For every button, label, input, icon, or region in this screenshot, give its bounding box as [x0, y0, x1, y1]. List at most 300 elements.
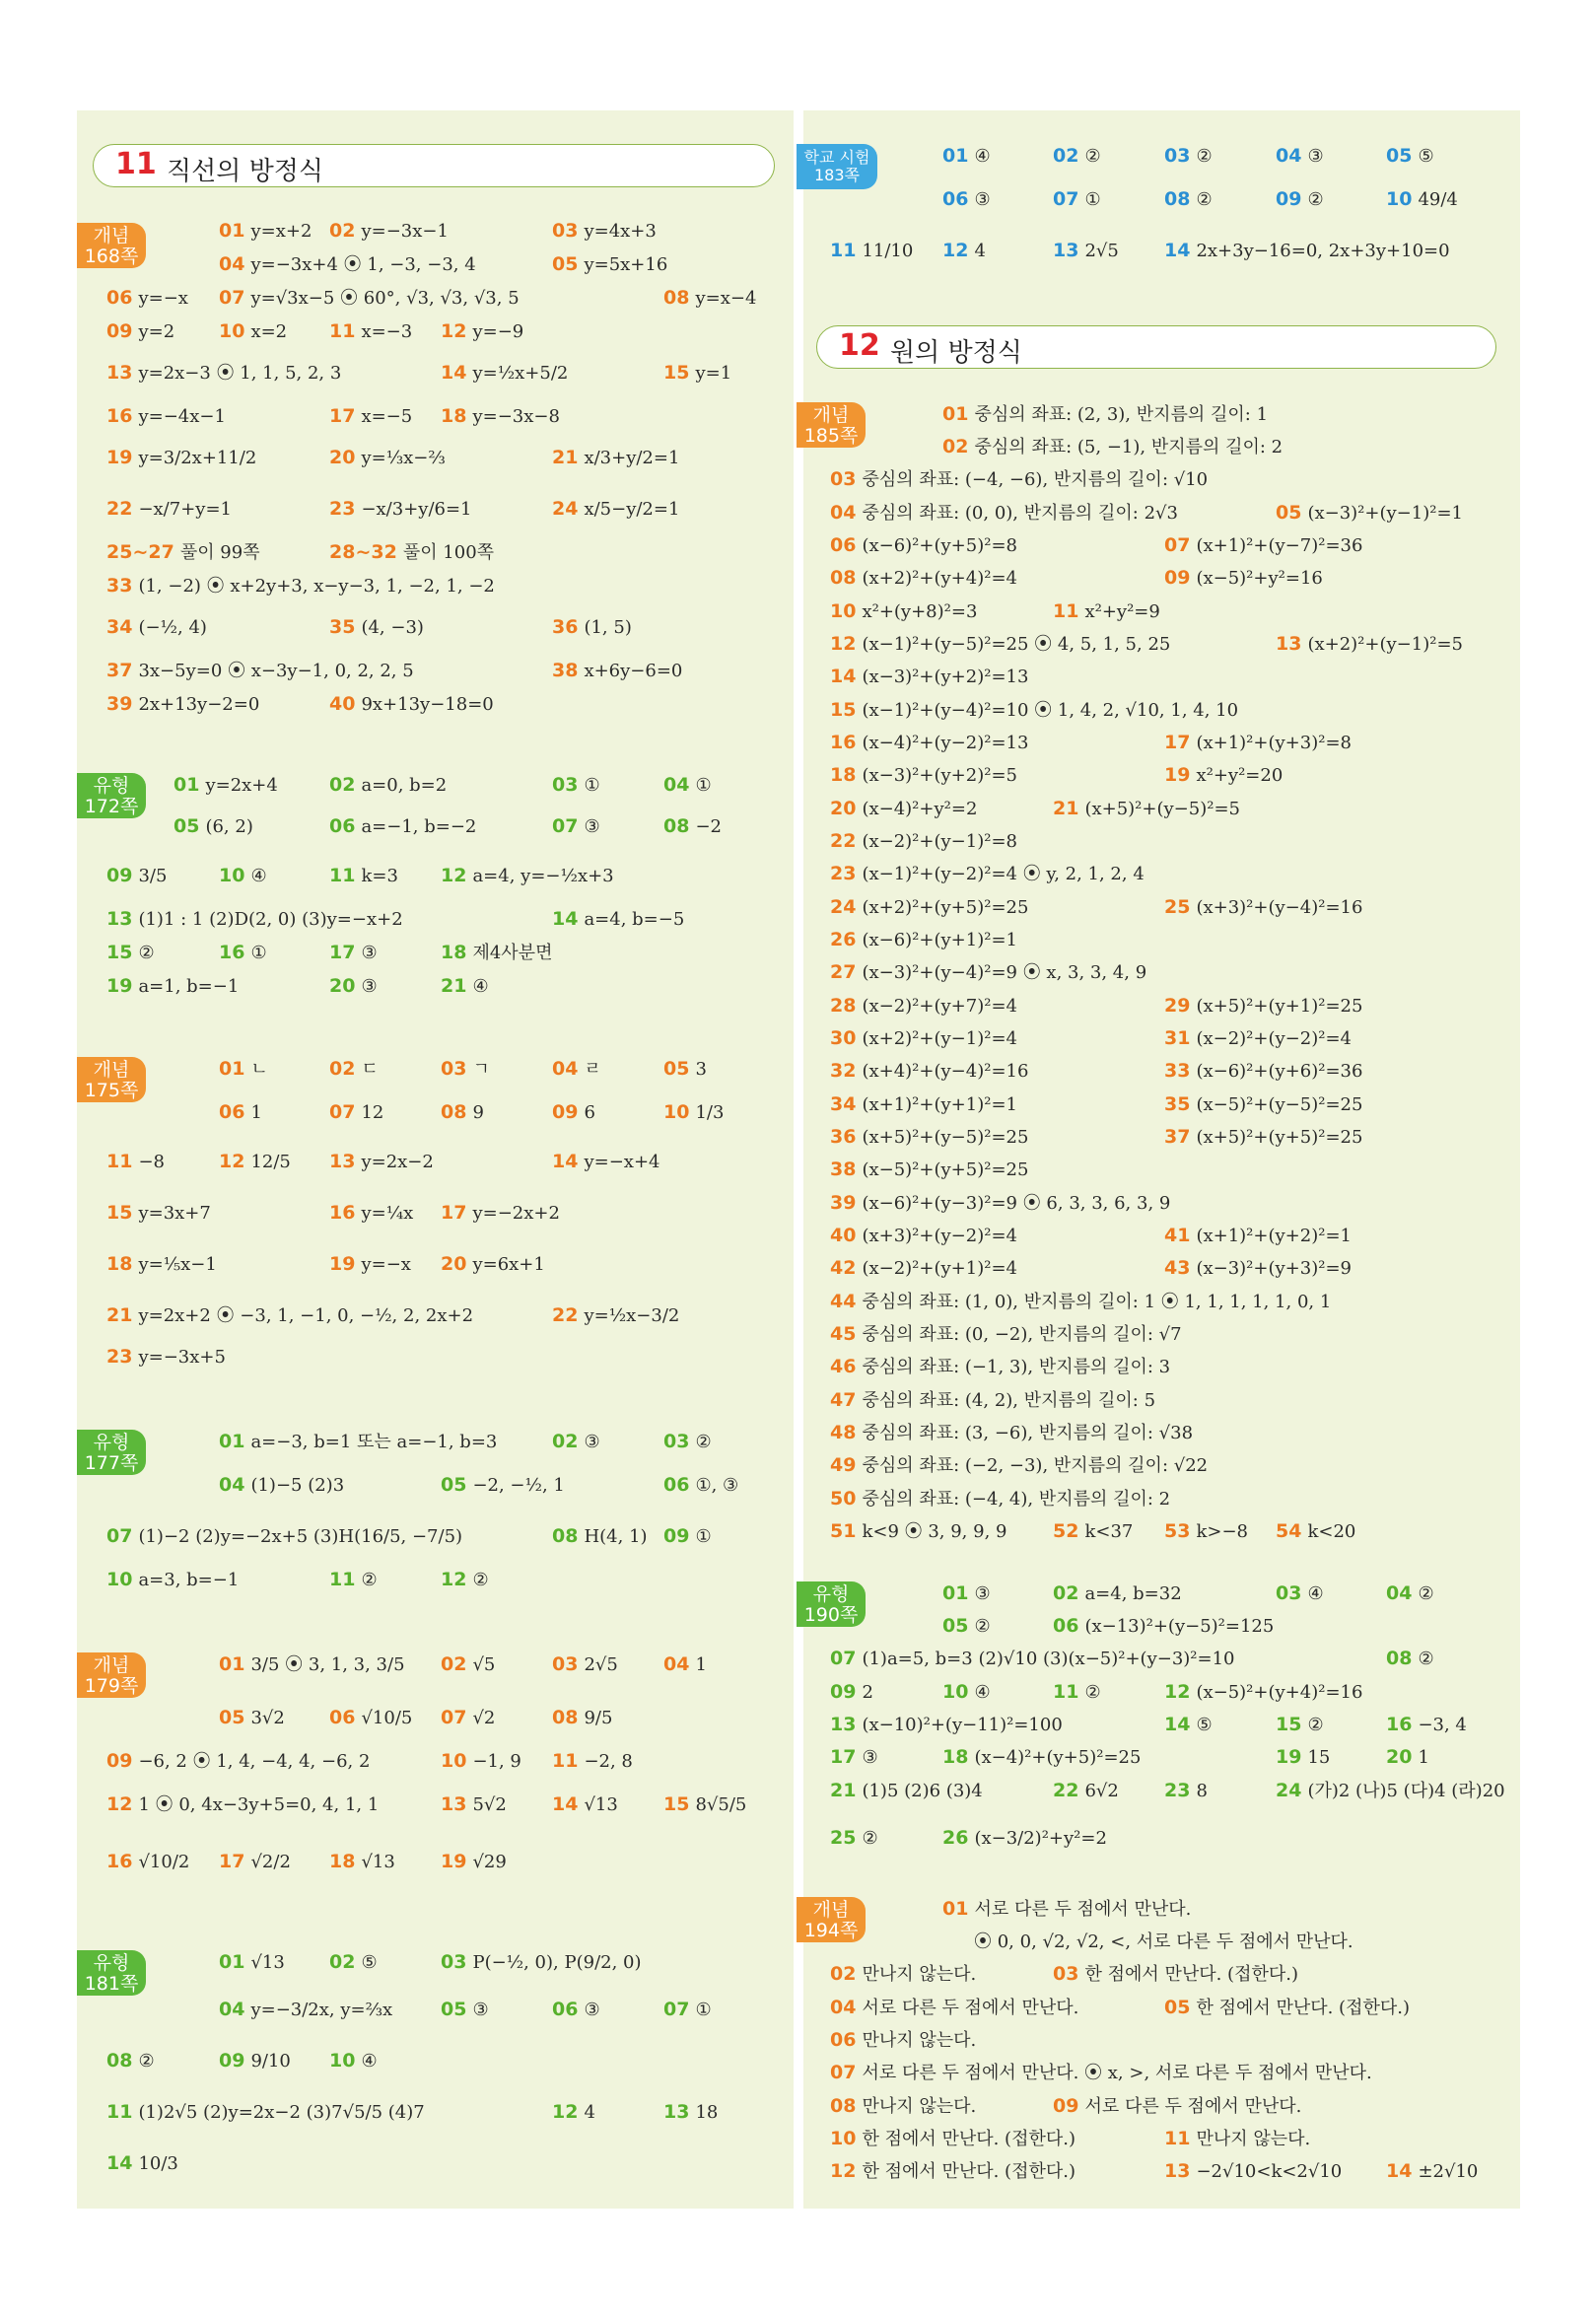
answer-text: 1	[250, 1102, 262, 1123]
answer-text: x/5−y/2=1	[584, 499, 680, 520]
answer-item	[329, 404, 412, 429]
answer-number: 19	[106, 447, 133, 468]
answer-item	[329, 1100, 383, 1125]
answer-number: 10	[1386, 188, 1413, 210]
answer-item	[1276, 187, 1324, 212]
answer-number: 10	[329, 2050, 356, 2072]
answer-text: 중심의 좌표: (5, −1), 반지름의 길이: 2	[974, 437, 1284, 457]
answer-number: 21	[441, 975, 467, 997]
answer-number: 11	[830, 240, 857, 261]
answer-text: y=2	[138, 321, 175, 342]
answer-text: ①	[695, 2000, 712, 2020]
answer-number: 11	[1053, 600, 1079, 622]
answer-text: ㄴ	[250, 1059, 268, 1080]
answer-number: 04	[830, 502, 857, 524]
answer-text: 풀이 99쪽	[179, 542, 260, 563]
answer-item	[942, 402, 1268, 427]
answer-number: 07	[830, 2062, 857, 2083]
answer-text: √13	[584, 1794, 618, 1815]
answer-number: 32	[830, 1060, 857, 1082]
answer-text: −x/3+y/6=1	[361, 499, 472, 520]
answer-item	[219, 1950, 285, 1975]
answer-number: 13	[1276, 633, 1302, 655]
answer-text: ③	[472, 2000, 489, 2020]
answer-number: 20	[830, 798, 857, 819]
chapter-12-header	[816, 325, 1496, 369]
answer-item	[1164, 187, 1213, 212]
answer-item	[441, 1473, 565, 1498]
answer-item	[1386, 187, 1458, 212]
answer-item	[830, 2127, 1076, 2151]
answer-item	[329, 446, 446, 470]
answer-item	[1053, 1680, 1101, 1705]
answer-text: (x−5)²+y²=16	[1196, 568, 1323, 589]
answer-number: 11	[329, 320, 356, 342]
answer-number: 46	[830, 1356, 857, 1377]
answer-number: 12	[552, 2101, 579, 2123]
answer-number: 24	[552, 498, 579, 520]
answer-number: 08	[552, 1707, 579, 1728]
answer-item	[106, 574, 495, 598]
answer-text: 만나지 않는다.	[1196, 2129, 1311, 2149]
answer-text: y=−3x+4 ⦿ 1, −3, −3, 4	[250, 254, 476, 275]
answer-item	[329, 2049, 378, 2073]
answer-text: 4	[584, 2102, 595, 2123]
answer-text: y=⅓x−⅔	[361, 448, 446, 468]
answer-item	[1164, 1125, 1362, 1150]
answer-number: 07	[106, 1525, 133, 1547]
answer-text: ③	[361, 943, 378, 963]
section-tag-concept-179: 개념 179쪽	[77, 1652, 146, 1698]
answer-number: 22	[552, 1304, 579, 1326]
answer-item	[1164, 566, 1323, 591]
answer-item	[441, 1998, 489, 2022]
answer-number: 19	[1164, 764, 1191, 786]
answer-number: 02	[552, 1431, 579, 1452]
answer-item	[830, 698, 1238, 723]
answer-text: √2	[472, 1708, 496, 1728]
answer-text: 한 점에서 만난다. (접한다.)	[1196, 1998, 1410, 2018]
answer-item	[329, 1850, 395, 1874]
section-tag-concept-168: 개념 168쪽	[77, 223, 146, 268]
answer-text: y=2x+4	[205, 775, 278, 796]
answer-text: y=3x+7	[138, 1203, 211, 1224]
answer-item	[329, 615, 424, 640]
answer-item	[830, 797, 977, 821]
answer-text: y=½x+5/2	[472, 363, 569, 384]
answer-item	[830, 1519, 1006, 1544]
answer-item	[106, 286, 188, 311]
answer-text: 3/5	[138, 866, 168, 886]
answer-number: 28~32	[329, 541, 397, 563]
answer-item	[1276, 144, 1324, 169]
answer-number: 41	[1164, 1225, 1191, 1246]
answer-text: x+6y−6=0	[584, 661, 683, 681]
answer-item	[219, 1706, 285, 1730]
answer-number: 24	[830, 896, 857, 918]
answer-item	[552, 219, 657, 244]
answer-item	[1164, 533, 1362, 558]
answer-number: 04	[663, 774, 690, 796]
answer-text: k<37	[1084, 1521, 1134, 1542]
answer-text: y=¼x	[361, 1203, 414, 1224]
answer-number: 51	[830, 1520, 857, 1542]
answer-item	[441, 319, 523, 344]
answer-number: 13	[830, 1714, 857, 1735]
answer-number: 14	[1164, 1714, 1191, 1735]
answer-text: 중심의 좌표: (1, 0), 반지름의 길이: 1 ⦿ 1, 1, 1, 1, 1, 0, 1	[862, 1292, 1332, 1312]
answer-item	[942, 1581, 991, 1606]
answer-item	[830, 533, 1017, 558]
answer-number: 12	[441, 320, 467, 342]
answer-number: 39	[830, 1192, 857, 1214]
answer-item	[942, 187, 991, 212]
answer-text: ①	[695, 775, 712, 796]
answer-text: ㄹ	[584, 1059, 601, 1080]
answer-text: 9x+13y−18=0	[361, 694, 494, 715]
answer-number: 04	[830, 1997, 857, 2018]
answer-number: 14	[441, 362, 467, 384]
answer-number: 48	[830, 1422, 857, 1443]
answer-number: 07	[441, 1707, 467, 1728]
answer-item	[830, 1322, 1182, 1347]
answer-text: (x−13)²+(y−5)²=125	[1084, 1616, 1275, 1637]
answer-number: 25~27	[106, 541, 174, 563]
answer-text: (x+5)²+(y+1)²=25	[1196, 996, 1363, 1017]
answer-item	[552, 1792, 618, 1817]
answer-text: √13	[250, 1952, 285, 1973]
answer-number: 08	[1164, 188, 1191, 210]
answer-number: 04	[219, 253, 245, 275]
answer-item	[830, 829, 1017, 854]
answer-item	[441, 941, 552, 965]
answer-text: (x+5)²+(y−5)²=5	[1084, 799, 1240, 819]
answer-text: (x+2)²+(y−1)²=5	[1307, 634, 1463, 655]
answer-number: 04	[552, 1058, 579, 1080]
answer-number: 23	[329, 498, 356, 520]
answer-text: (1)−5 (2)3	[250, 1475, 345, 1496]
answer-item	[441, 1749, 521, 1774]
answer-number: 02	[329, 1058, 356, 1080]
answer-item	[1276, 1713, 1324, 1737]
answer-item	[329, 941, 378, 965]
answer-text: √5	[472, 1654, 496, 1675]
answer-number: 01	[942, 1898, 969, 1920]
answer-item	[219, 1150, 291, 1174]
answer-number: 35	[329, 616, 356, 638]
answer-text: a=−3, b=1 또는 a=−1, b=3	[250, 1432, 498, 1452]
answer-item	[1164, 1256, 1352, 1281]
answer-number: 02	[1053, 1582, 1079, 1604]
answer-number: 04	[1276, 145, 1302, 167]
answer-text: 중심의 좌표: (0, 0), 반지름의 길이: 2√3	[862, 503, 1178, 524]
answer-number: 03	[830, 468, 857, 490]
answer-text: y=−9	[472, 321, 524, 342]
answer-number: 01	[219, 1951, 245, 1973]
answer-text: ④	[361, 2051, 378, 2072]
answer-item	[942, 1745, 1141, 1770]
answer-item	[830, 1421, 1193, 1445]
answer-item	[106, 1345, 226, 1370]
answer-number: 06	[942, 188, 969, 210]
answer-text: 49/4	[1418, 189, 1458, 210]
answer-number: 24	[1276, 1780, 1302, 1801]
answer-text: √2/2	[250, 1852, 291, 1872]
answer-text: (x+2)²+(y+4)²=4	[862, 568, 1017, 589]
answer-number: 05	[219, 1707, 245, 1728]
answer-item	[329, 1950, 378, 1975]
answer-item	[329, 319, 412, 344]
chapter-11-header	[93, 144, 775, 187]
answer-text: ㄱ	[472, 1059, 490, 1080]
answer-text: (1, −2) ⦿ x+2y+3, x−y−3, 1, −2, 1, −2	[138, 576, 495, 597]
answer-text: 만나지 않는다.	[862, 1964, 977, 1985]
answer-text: ③	[974, 1583, 991, 1604]
answer-item	[552, 814, 600, 839]
answer-text: −2	[695, 816, 722, 837]
answer-number: 05	[663, 1058, 690, 1080]
answer-number: 16	[1386, 1714, 1413, 1735]
section-tag-type-177: 유형 177쪽	[77, 1430, 146, 1475]
answer-item	[663, 1057, 707, 1082]
answer-text: x=−5	[361, 406, 413, 427]
answer-number: 06	[329, 815, 356, 837]
answer-text: (x+4)²+(y−4)²=16	[862, 1061, 1029, 1082]
answer-number: 15	[663, 362, 690, 384]
answer-item	[830, 1158, 1028, 1182]
answer-item	[1164, 239, 1450, 263]
answer-text: −2, −½, 1	[472, 1475, 565, 1496]
answer-text: ②	[1418, 1649, 1434, 1669]
answer-text: 서로 다른 두 점에서 만난다.	[862, 1998, 1079, 2018]
answer-text: (x−3)²+(y+2)²=13	[862, 667, 1029, 687]
answer-text: 4	[974, 241, 986, 261]
answer-number: 14	[106, 2152, 133, 2174]
answer-item	[663, 2100, 718, 2125]
answer-text: x²+(y+8)²=3	[862, 601, 978, 622]
answer-item	[968, 1930, 1353, 1954]
answer-item	[106, 1303, 473, 1328]
answer-text: ⑤	[1418, 146, 1434, 167]
answer-text: ②	[1307, 1715, 1324, 1735]
answer-item	[1053, 1519, 1133, 1544]
answer-number: 39	[106, 693, 133, 715]
answer-text: ④	[472, 976, 489, 997]
answer-number: 43	[1164, 1257, 1191, 1279]
answer-number: 36	[830, 1126, 857, 1148]
answer-number: 08	[663, 815, 690, 837]
answer-item	[106, 361, 341, 386]
answer-text: x=−3	[361, 321, 413, 342]
answer-number: 15	[106, 942, 133, 963]
section-tag-concept-194: 개념 194쪽	[797, 1897, 866, 1942]
answer-text: 11/10	[862, 241, 914, 261]
answer-number: 30	[830, 1027, 857, 1049]
answer-number: 47	[830, 1389, 857, 1411]
answer-text: (x−5)²+(y+4)²=16	[1196, 1682, 1363, 1703]
section-tag-concept-185: 개념 185쪽	[797, 402, 866, 448]
answer-number: 49	[830, 1454, 857, 1476]
answer-number: 04	[1386, 1582, 1413, 1604]
answer-item	[663, 1430, 712, 1454]
answer-text: 중심의 좌표: (3, −6), 반지름의 길이: √38	[862, 1423, 1194, 1443]
answer-item	[830, 1713, 1063, 1737]
answer-item	[219, 1430, 497, 1454]
answer-item	[830, 1290, 1331, 1314]
answer-text: −2√10<k<2√10	[1196, 2161, 1343, 2182]
answer-number: 09	[106, 865, 133, 886]
answer-text: a=4, b=32	[1084, 1583, 1182, 1604]
answer-item	[106, 1252, 217, 1277]
answer-number: 26	[830, 929, 857, 950]
answer-number: 37	[106, 660, 133, 681]
answer-text: H(4, 1)	[584, 1526, 648, 1547]
answer-text: 3/5 ⦿ 3, 1, 3, 3/5	[250, 1654, 405, 1675]
answer-item	[441, 1792, 507, 1817]
answer-number: 12	[830, 633, 857, 655]
answer-item	[1164, 1680, 1362, 1705]
answer-item	[329, 219, 449, 244]
answer-text: 15	[1307, 1747, 1331, 1768]
answer-item	[106, 907, 403, 932]
answer-number: 05	[1164, 1997, 1191, 2018]
answer-number: 14	[552, 908, 579, 930]
answer-text: k=3	[361, 866, 398, 886]
answer-number: 02	[1053, 145, 1079, 167]
answer-item	[173, 773, 278, 798]
answer-item	[329, 1252, 411, 1277]
answer-item	[106, 974, 239, 999]
answer-text: (x−3)²+(y+3)²=9	[1196, 1258, 1352, 1279]
answer-number: 35	[1164, 1093, 1191, 1115]
answer-text: ④	[974, 1682, 991, 1703]
answer-text: 1	[695, 1654, 707, 1675]
answer-text: (x+2)²+(y+5)²=25	[862, 897, 1029, 918]
answer-text: a=0, b=2	[361, 775, 448, 796]
answer-text: 6√2	[1084, 1781, 1119, 1801]
answer-item	[942, 1897, 1191, 1922]
answer-item	[1053, 599, 1160, 624]
answer-text: 2√5	[1084, 241, 1119, 261]
answer-number: 14	[1164, 240, 1191, 261]
answer-number: 01	[219, 1431, 245, 1452]
answer-text: (가)2 (나)5 (다)4 (라)20	[1307, 1781, 1505, 1801]
answer-item	[1053, 1614, 1274, 1639]
answer-number: 13	[663, 2101, 690, 2123]
answer-item	[830, 501, 1178, 526]
answer-item	[552, 907, 684, 932]
answer-item	[441, 1568, 489, 1592]
answer-text: x=2	[250, 321, 288, 342]
answer-number: 10	[106, 1569, 133, 1590]
answer-number: 45	[830, 1323, 857, 1345]
answer-text: √10/2	[138, 1852, 190, 1872]
answer-text: (1)2√5 (2)y=2x−2 (3)7√5/5 (4)7	[138, 2102, 425, 2123]
answer-number: 08	[830, 567, 857, 589]
answer-number: 12	[942, 240, 969, 261]
answer-item	[329, 540, 494, 565]
answer-number: 38	[830, 1159, 857, 1180]
answer-text: 5√2	[472, 1794, 507, 1815]
answer-number: 16	[219, 942, 245, 963]
answer-item	[106, 540, 260, 565]
answer-item	[552, 1652, 618, 1677]
answer-number: 18	[106, 1253, 133, 1275]
answer-item	[1276, 501, 1463, 526]
answer-item	[329, 497, 472, 522]
answer-text: ②	[361, 1570, 378, 1590]
answer-item	[173, 814, 253, 839]
answer-text: a=3, b=−1	[138, 1570, 240, 1590]
answer-number: 33	[106, 575, 133, 597]
answer-text: 9	[472, 1102, 484, 1123]
answer-number: 22	[106, 498, 133, 520]
answer-number: 20	[329, 975, 356, 997]
answer-text: 중심의 좌표: (0, −2), 반지름의 길이: √7	[862, 1324, 1182, 1345]
answer-number: 12	[830, 2160, 857, 2182]
answer-item	[1164, 1519, 1248, 1544]
answer-number: 01	[219, 220, 245, 242]
answer-text: (1)5 (2)6 (3)4	[862, 1781, 983, 1801]
answer-number: 10	[219, 865, 245, 886]
answer-number: 11	[329, 1569, 356, 1590]
answer-item	[942, 239, 986, 263]
section-tag-type-181: 유형 181쪽	[77, 1950, 146, 1996]
answer-number: 08	[106, 2050, 133, 2072]
answer-number: 15	[106, 1202, 133, 1224]
answer-item	[830, 2159, 1076, 2184]
answer-item	[830, 1355, 1170, 1379]
answer-item	[1164, 1224, 1352, 1248]
answer-item	[329, 692, 494, 717]
answer-text: y=−3x−1	[361, 221, 449, 242]
chapter-title: 직선의 방정식	[167, 157, 323, 186]
answer-item	[552, 615, 632, 640]
answer-text: 2	[862, 1682, 873, 1703]
answer-number: 12	[219, 1151, 245, 1172]
answer-item	[329, 1057, 379, 1082]
answer-item	[830, 566, 1017, 591]
answer-number: 02	[329, 1951, 356, 1973]
answer-text: y=−x	[138, 288, 188, 309]
answer-text: (x+1)²+(y+2)²=1	[1196, 1226, 1352, 1246]
answer-item	[830, 1125, 1028, 1150]
answer-text: √29	[472, 1852, 507, 1872]
answer-item	[1053, 1962, 1298, 1987]
answer-number: 03	[1053, 1963, 1079, 1985]
answer-text: −8	[138, 1152, 165, 1172]
answer-text: (x+1)²+(y+1)²=1	[862, 1094, 1017, 1115]
answer-item	[942, 435, 1283, 459]
answer-item	[830, 1996, 1078, 2020]
answer-item	[830, 960, 1146, 985]
answer-item	[830, 1059, 1028, 1084]
answer-text: y=⅕x−1	[138, 1254, 217, 1275]
answer-number: 02	[329, 774, 356, 796]
answer-text: (x−5)²+(y+5)²=25	[862, 1159, 1029, 1180]
answer-number: 03	[441, 1058, 467, 1080]
answer-number: 11	[552, 1750, 579, 1772]
answer-text: 2x+13y−2=0	[138, 694, 260, 715]
answer-number: 08	[1386, 1648, 1413, 1669]
answer-item	[441, 1950, 642, 1975]
answer-item	[830, 994, 1017, 1019]
answer-item	[830, 599, 977, 624]
answer-number: 06	[830, 534, 857, 556]
answer-number: 28	[830, 995, 857, 1017]
answer-number: 26	[942, 1827, 969, 1849]
answer-item	[830, 1745, 878, 1770]
